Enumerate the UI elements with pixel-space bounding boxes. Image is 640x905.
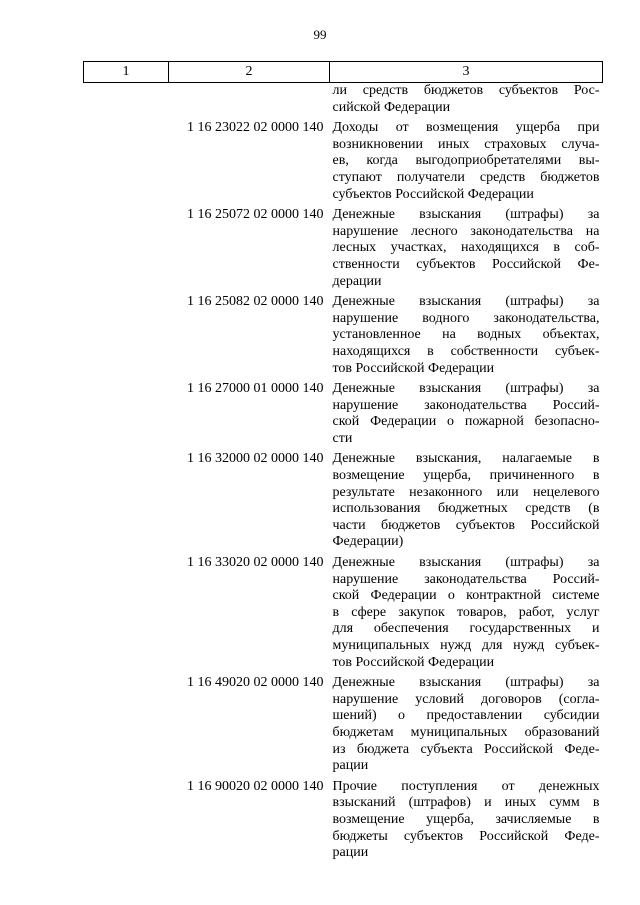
description-line: Прочие поступления от денежных: [332, 778, 600, 794]
description-line: ли средств бюджетов субъектов Рос-: [332, 83, 600, 98]
revenue-description: [330, 377, 603, 447]
description-line: рации: [332, 758, 369, 774]
description-line: тов Российской Федерации: [332, 654, 495, 670]
column-header-3: 3: [330, 62, 603, 83]
description-line: Денежные взыскания (штрафы) за: [332, 294, 600, 310]
description-line: установленное на водных объектах,: [332, 327, 600, 343]
description-line: из бюджета субъекта Российской Феде-: [332, 741, 600, 757]
description-line: муниципальных нужд для нужд субъек-: [332, 638, 600, 653]
row-blank-cell: [84, 551, 169, 671]
description-line: Денежные взыскания, налагаемые в: [332, 451, 600, 467]
description-line: рации: [332, 845, 369, 861]
column-header-1: 1: [84, 62, 169, 83]
description-line: возмещение ущерба, зачисляемые в: [332, 811, 600, 827]
budget-code: 1 16 25072 02 0000 140: [187, 207, 324, 223]
description-line: ской Федерации о контрактной системе: [332, 588, 600, 604]
description-line: сийской Федерации: [332, 99, 451, 115]
budget-code: 1 16 23022 02 0000 140: [187, 120, 324, 136]
description-line: бюджетам муниципальных образований: [332, 724, 600, 740]
description-line: Денежные взыскания (штрафы) за: [332, 207, 600, 223]
description-line: нарушение условий договоров (согла-: [332, 691, 600, 707]
row-blank-cell: [84, 290, 169, 377]
revenue-description: [330, 775, 603, 862]
description-line: взысканий (штрафов) и иных сумм в: [332, 795, 600, 811]
description-line: нарушение законодательства Россий-: [332, 397, 600, 413]
description-line: в сфере закупок товаров, работ, услуг: [332, 604, 600, 620]
budget-code: 1 16 27000 01 0000 140: [187, 381, 324, 397]
row-blank-cell: [84, 671, 169, 775]
description-line: ев, когда выгодоприобретателями вы-: [332, 153, 600, 169]
description-line: нарушение лесного законодательства на: [332, 223, 600, 239]
table-row: [84, 551, 603, 671]
description-line: тов Российской Федерации: [332, 360, 495, 376]
table-row: [84, 671, 603, 775]
row-blank-cell: [84, 447, 169, 551]
revenue-description: [330, 83, 603, 117]
table-row: [84, 447, 603, 551]
revenue-description: [330, 551, 603, 671]
row-blank-cell: [84, 377, 169, 447]
description-line: возмещение ущерба, причиненного в: [332, 468, 600, 484]
description-line: ственности субъектов Российской Фе-: [332, 256, 600, 272]
description-line: Денежные взыскания (штрафы) за: [332, 675, 600, 691]
budget-code: 1 16 33020 02 0000 140: [187, 555, 324, 571]
budget-code: 1 16 49020 02 0000 140: [187, 675, 324, 691]
table-row: [84, 203, 603, 290]
revenue-description: [330, 671, 603, 775]
budget-code: 1 16 32000 02 0000 140: [187, 451, 324, 467]
description-line: Федерации): [332, 534, 404, 550]
table-body: [84, 83, 603, 862]
table-row: [84, 377, 603, 447]
row-blank-cell: [84, 83, 169, 117]
row-blank-cell: [84, 203, 169, 290]
description-line: субъектов Российской Федерации: [332, 186, 534, 202]
revenue-description: [330, 203, 603, 290]
table-header-row: [84, 62, 603, 83]
description-line: Денежные взыскания (штрафы) за: [332, 381, 600, 397]
table-row: [84, 290, 603, 377]
page-number: 99: [313, 27, 327, 42]
table-row: [84, 83, 603, 117]
description-line: находящихся в собственности субъек-: [332, 343, 600, 359]
description-line: сти: [332, 430, 353, 446]
description-line: использования бюджетных средств (в: [332, 501, 600, 517]
description-line: для обеспечения государственных и: [332, 621, 600, 637]
revenue-description: [330, 116, 603, 203]
description-line: ской Федерации о пожарной безопасно-: [332, 414, 600, 430]
row-blank-cell: [84, 775, 169, 862]
budget-code: 1 16 90020 02 0000 140: [187, 778, 324, 794]
description-line: части бюджетов субъектов Российской: [332, 517, 600, 533]
column-header-2: 2: [169, 62, 330, 83]
description-line: результате незаконного или нецелевого: [332, 484, 600, 500]
description-line: Денежные взыскания (штрафы) за: [332, 555, 600, 571]
description-line: возникновении иных страховых случа-: [332, 136, 600, 152]
description-line: дерации: [332, 273, 382, 289]
description-line: ступают получатели средств бюджетов: [332, 169, 600, 185]
budget-code: 1 16 25082 02 0000 140: [187, 294, 324, 310]
description-line: бюджеты субъектов Российской Феде-: [332, 828, 600, 844]
description-line: лесных участках, находящихся в соб-: [332, 240, 600, 256]
row-blank-cell: [84, 116, 169, 203]
revenue-description: [330, 290, 603, 377]
budget-code: [169, 83, 330, 117]
revenue-description: [330, 447, 603, 551]
description-line: нарушение водного законодательства,: [332, 310, 600, 326]
table-row: [84, 775, 603, 862]
description-line: нарушение законодательства Россий-: [332, 571, 600, 587]
description-line: Доходы от возмещения ущерба при: [332, 120, 600, 136]
revenue-codes-table: [83, 61, 603, 862]
description-line: шений) о предоставлении субсидии: [332, 708, 600, 724]
table-row: [84, 116, 603, 203]
